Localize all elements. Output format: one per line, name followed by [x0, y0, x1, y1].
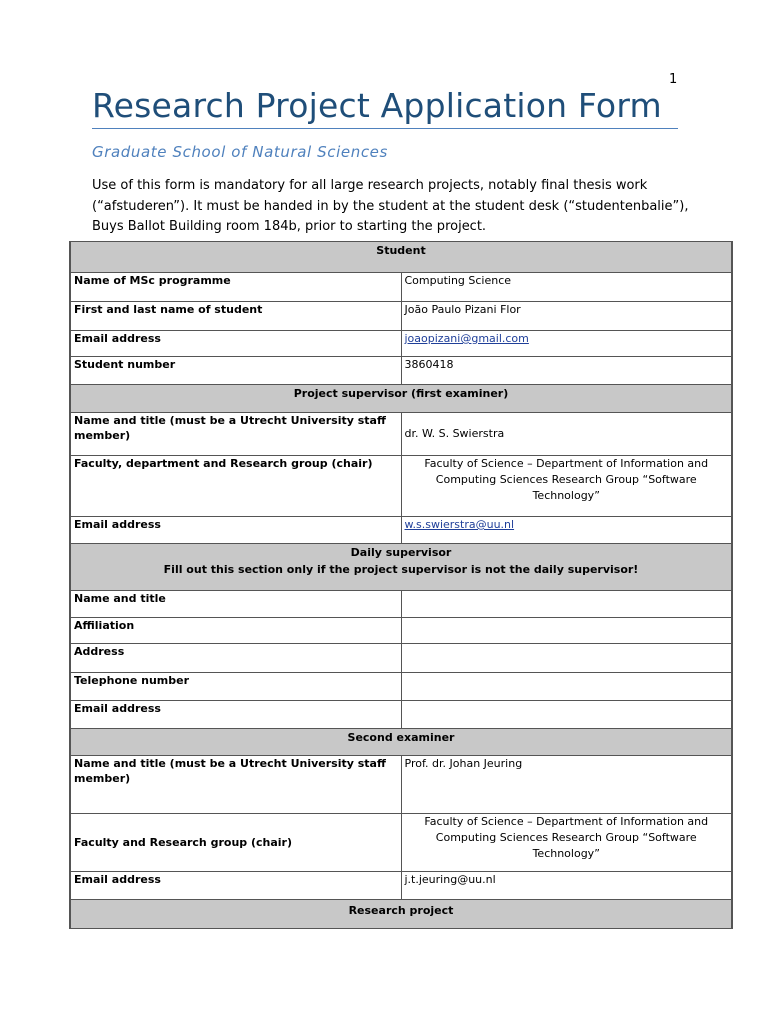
- student-name-field[interactable]: João Paulo Pizani Flor: [401, 302, 732, 331]
- intro-paragraph: Use of this form is mandatory for all large research projects, notably final thesis work (“afstuderen”). It must be handed in by the student at the student desk (“studentenbalie”), Buys Ballot Building room 184b, prior to starting the project.: [92, 178, 689, 234]
- daily-name-field[interactable]: [401, 591, 732, 618]
- supervisor-email-label: Email address: [70, 517, 401, 544]
- student-name-label: First and last name of student: [70, 302, 401, 331]
- daily-supervisor-note: Fill out this section only if the project supervisor is not the daily supervisor!: [163, 563, 639, 576]
- daily-email-field[interactable]: [401, 701, 732, 729]
- section-header-second-examiner: Second examiner: [70, 729, 732, 756]
- programme-field[interactable]: Computing Science: [401, 273, 732, 302]
- examiner-email-label: Email address: [70, 872, 401, 900]
- supervisor-email-field[interactable]: [401, 517, 732, 544]
- daily-email-label: Email address: [70, 701, 401, 729]
- supervisor-faculty-label: Faculty, department and Research group (chair): [70, 456, 401, 517]
- supervisor-name-label: Name and title (must be a Utrecht University staff member): [70, 413, 401, 456]
- supervisor-email-link[interactable]: w.s.swierstra@uu.nl: [404, 518, 515, 531]
- daily-affiliation-label: Affiliation: [70, 618, 401, 644]
- supervisor-name-field[interactable]: dr. W. S. Swierstra: [401, 413, 732, 456]
- daily-affiliation-field[interactable]: [401, 618, 732, 644]
- student-email-label: Email address: [70, 331, 401, 357]
- section-header-supervisor: Project supervisor (first examiner): [70, 385, 732, 413]
- student-number-label: Student number: [70, 357, 401, 385]
- daily-phone-label: Telephone number: [70, 673, 401, 701]
- daily-phone-field[interactable]: [401, 673, 732, 701]
- examiner-email-field[interactable]: j.t.jeuring@uu.nl: [401, 872, 732, 900]
- section-header-daily-supervisor: [70, 544, 732, 591]
- application-form-table: [69, 241, 733, 929]
- supervisor-faculty-field[interactable]: Faculty of Science – Department of Information and Computing Sciences Research Group “Software Technology”: [401, 456, 732, 517]
- daily-supervisor-title: Daily supervisor: [350, 546, 452, 559]
- daily-address-label: Address: [70, 644, 401, 673]
- student-email-link[interactable]: joaopizani@gmail.com: [404, 332, 529, 345]
- section-header-research-project: Research project: [70, 900, 732, 929]
- student-email-field[interactable]: [401, 331, 732, 357]
- daily-address-field[interactable]: [401, 644, 732, 673]
- examiner-name-field[interactable]: Prof. dr. Johan Jeuring: [401, 756, 732, 814]
- page-subtitle: Graduate School of Natural Sciences: [92, 143, 388, 161]
- programme-label: Name of MSc programme: [70, 273, 401, 302]
- examiner-faculty-label: Faculty and Research group (chair): [70, 814, 401, 872]
- student-number-field[interactable]: 3860418: [401, 357, 732, 385]
- examiner-name-label: Name and title (must be a Utrecht University staff member): [70, 756, 401, 814]
- page-number: 1: [669, 72, 678, 87]
- examiner-faculty-field[interactable]: Faculty of Science – Department of Information and Computing Sciences Research Group “Software Technology”: [401, 814, 732, 872]
- section-header-student: Student: [70, 242, 732, 273]
- daily-name-label: Name and title: [70, 591, 401, 618]
- page-title: Research Project Application Form: [92, 86, 678, 129]
